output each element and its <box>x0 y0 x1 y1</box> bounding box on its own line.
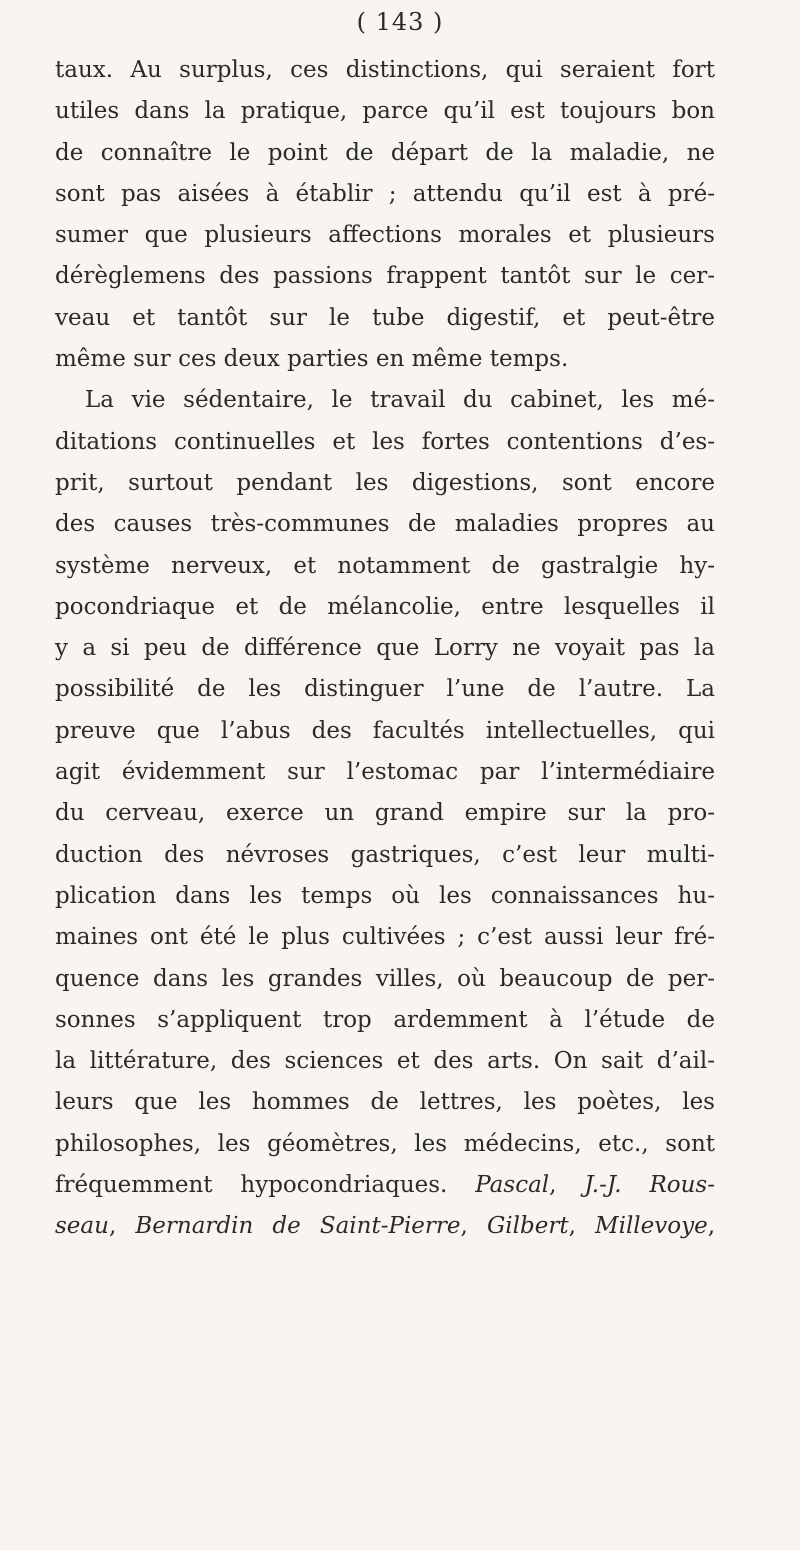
body-text <box>55 50 715 1248</box>
separator: , <box>707 1213 716 1240</box>
page-number: ( 143 ) <box>356 8 444 36</box>
text-line: utiles dans la pratique, parce qu’il est toujours bon <box>55 98 715 125</box>
text-line-with-names <box>55 1206 715 1247</box>
text-line: maines ont été le plus cultivées ; c’est aussi leur fré- <box>55 924 715 951</box>
author-name: J.-J. Rous- <box>584 1172 715 1199</box>
author-name: Bernardin de Saint-Pierre <box>135 1213 461 1240</box>
text-line: même sur ces deux parties en même temps. <box>55 346 569 373</box>
text-line: de connaître le point de départ de la maladie, ne <box>55 139 715 166</box>
text-line: pocondriaque et de mélancolie, entre lesquelles il <box>55 593 715 620</box>
text-line: leurs que les hommes de lettres, les poètes, les <box>55 1089 715 1116</box>
separator: , <box>568 1213 596 1240</box>
separator: , <box>108 1213 136 1240</box>
text-line: agit évidemment sur l’estomac par l’intermédiaire <box>55 759 715 786</box>
text-line: système nerveux, et notamment de gastralgie hy- <box>55 552 715 579</box>
text-line: sumer que plusieurs affections morales et plusieurs <box>55 222 715 249</box>
separator: , <box>460 1213 487 1240</box>
text-line: ditations continuelles et les fortes contentions d’es- <box>55 428 715 455</box>
text-line: du cerveau, exerce un grand empire sur la pro- <box>55 800 715 827</box>
text-line: veau et tantôt sur le tube digestif, et peut-être <box>55 304 715 331</box>
text-line: y a si peu de différence que Lorry ne voyait pas la <box>55 635 715 662</box>
author-name: Pascal <box>475 1172 550 1199</box>
text-line: philosophes, les géomètres, les médecins, etc., sont <box>55 1130 715 1157</box>
text-line: sonnes s’appliquent trop ardemment à l’étude de <box>55 1006 715 1033</box>
text-line: plication dans les temps où les connaissances hu- <box>55 882 715 909</box>
text-line: la littérature, des sciences et des arts. On sait d’ail- <box>55 1048 715 1075</box>
text-line: duction des névroses gastriques, c’est leur multi- <box>55 841 715 868</box>
text-line: des causes très-communes de maladies propres au <box>55 511 715 538</box>
text-line: preuve que l’abus des facultés intellectuelles, qui <box>55 717 715 744</box>
author-name: Millevoye <box>595 1213 708 1240</box>
text-line: prit, surtout pendant les digestions, sont encore <box>55 469 715 496</box>
separator: , <box>549 1172 585 1199</box>
text-line: possibilité de les distinguer l’une de l’autre. La <box>55 676 715 703</box>
text-line: dérèglemens des passions frappent tantôt sur le cer- <box>55 263 715 290</box>
paragraph-start-line: La vie sédentaire, le travail du cabinet, les mé- <box>85 387 715 414</box>
author-name: Gilbert <box>486 1213 569 1240</box>
text-line: quence dans les grandes villes, où beaucoup de per- <box>55 965 715 992</box>
text-line: sont pas aisées à établir ; attendu qu’il est à pré- <box>55 180 715 207</box>
text-line-with-names <box>55 1165 715 1206</box>
author-name: seau <box>55 1213 109 1240</box>
text-line: taux. Au surplus, ces distinctions, qui seraient fort <box>55 57 715 83</box>
line-text-segment: fréquemment hypocondriaques. <box>55 1172 476 1199</box>
